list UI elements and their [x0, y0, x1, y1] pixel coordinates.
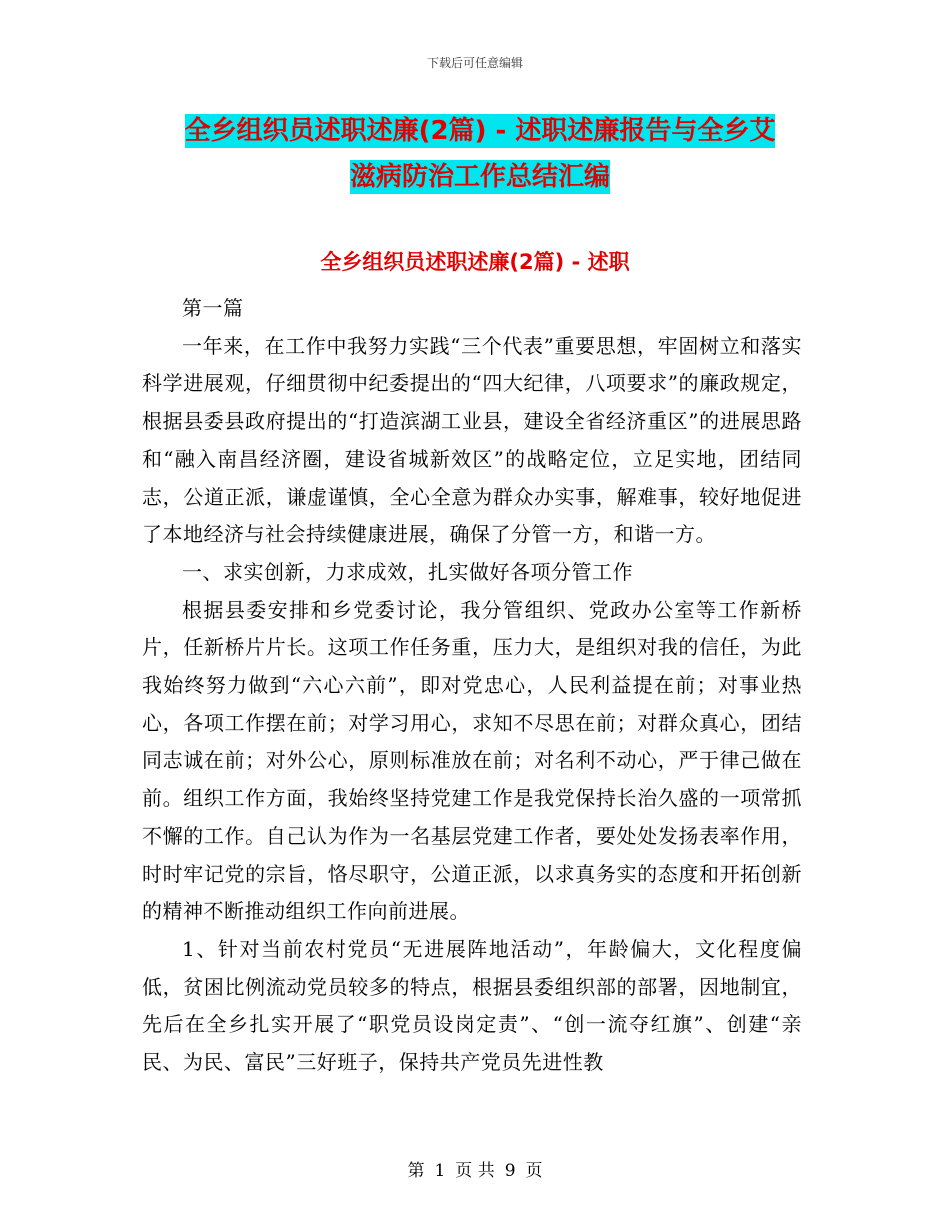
section-title: 全乡组织员述职述廉(2篇) - 述职 — [320, 250, 630, 274]
paragraph-chapter-label: 第一篇 — [182, 296, 244, 320]
paragraph: 1、针对当前农村党员“无进展阵地活动”，年龄偏大，文化程度偏低，贫困比例流动党员较多的特点，根据县委组织部的部署，因地制宜，先后在全乡扎实开展了“职党员设岗定责”、“创一流夺红旗”、创建“亲民、为民、富民”三好班子，保持共产党员先进性教 — [142, 936, 802, 1075]
document-main-title — [150, 108, 810, 200]
main-title-line-2: 滋病防治工作总结汇编 — [349, 162, 610, 192]
paragraph-heading: 一、求实创新，力求成效，扎实做好各项分管工作 — [182, 559, 633, 584]
page-footer — [0, 1156, 950, 1181]
footer-middle: 页 共 — [455, 1161, 495, 1181]
footer-suffix: 页 — [525, 1161, 543, 1181]
footer-page-number: 1 — [434, 1161, 446, 1181]
footer-prefix: 第 — [407, 1161, 425, 1181]
paragraph: 一年来，在工作中我努力实践“三个代表”重要思想，牢固树立和落实科学进展观，仔细贯彻中纪委提出的“四大纪律，八项要求”的廉政规定，根据县委县政府提出的“打造滨湖工业县，建设全省经济重区”的进展思路和“融入南昌经济圈，建设省城新效区”的战略定位，立足实地，团结同志，公道正派，谦虚谨慎，全心全意为群众办实事，解难事，较好地促进了本地经济与社会持续健康进展，确保了分管一方，和谐一方。 — [142, 333, 802, 547]
document-body — [142, 290, 802, 1082]
paragraph: 根据县委安排和乡党委讨论，我分管组织、党政办公室等工作新桥片，任新桥片片长。这项工作任务重，压力大，是组织对我的信任，为此我始终努力做到“六心六前”，即对党忠心，人民利益提在前；对事业热心，各项工作摆在前；对学习用心，求知不尽思在前；对群众真心，团结同志诚在前；对外公心，原则标准放在前；对名利不动心，严于律己做在前。组织工作方面，我始终坚持党建工作是我党保持长治久盛的一项常抓不懈的工作。自己认为作为一名基层党建工作者，要处处发扬表率作用，时时牢记党的宗旨，恪尽职守，公道正派，以求真务实的态度和开拓创新的精神不断推动组织工作向前进展。 — [142, 597, 802, 924]
main-title-line-1: 全乡组织员述职述廉(2篇) - 述职述廉报告与全乡艾 — [184, 116, 776, 146]
footer-total-pages: 9 — [504, 1161, 516, 1181]
header-note: 下载后可任意编辑 — [426, 56, 523, 70]
